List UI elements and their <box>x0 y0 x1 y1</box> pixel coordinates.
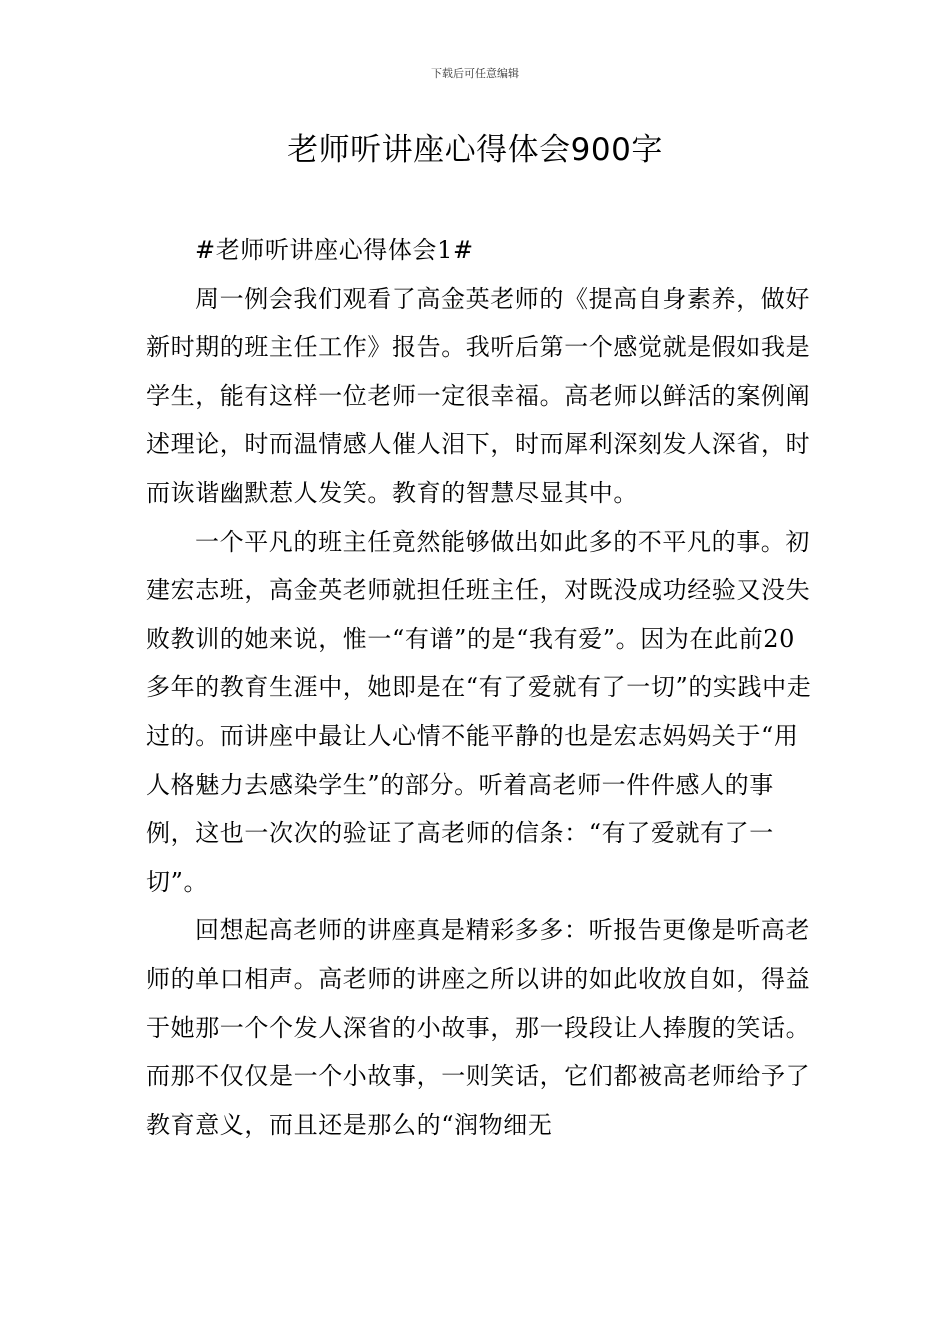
paragraph-3: 回想起高老师的讲座真是精彩多多：听报告更像是听高老师的单口相声。高老师的讲座之所以讲的如此收放自如，得益于她那一个个发人深省的小故事，那一段段让人捧腹的笑话。而那不仅仅是一个小故事，一则笑话，它们都被高老师给予了教育意义，而且还是那么的“润物细无 <box>146 916 811 1139</box>
paragraph-2: 一个平凡的班主任竟然能够做出如此多的不平凡的事。初建宏志班，高金英老师就担任班主任，对既没成功经验又没失败教训的她来说，惟一“有谱”的是“我有爱”。因为在此前20多年的教育生涯中，她即是在“有了爱就有了一切”的实践中走过的。而讲座中最让人心情不能平静的也是宏志妈妈关于“用人格魅力去感染学生”的部分。听着高老师一件件感人的事例，这也一次次的验证了高老师的信条：“有了爱就有了一切”。 <box>146 527 812 896</box>
document-body <box>146 226 814 1149</box>
paragraph-1: 周一例会我们观看了高金英老师的《提高自身素养，做好新时期的班主任工作》报告。我听后第一个感觉就是假如我是学生，能有这样一位老师一定很幸福。高老师以鲜活的案例阐述理论，时而温情感人催人泪下，时而犀利深刻发人深省，时而诙谐幽默惹人发笑。教育的智慧尽显其中。 <box>146 284 811 507</box>
section-heading: #老师听讲座心得体会1# <box>195 236 474 264</box>
document-title: 老师听讲座心得体会900字 <box>287 132 663 168</box>
download-note: 下载后可任意编辑 <box>431 67 519 80</box>
